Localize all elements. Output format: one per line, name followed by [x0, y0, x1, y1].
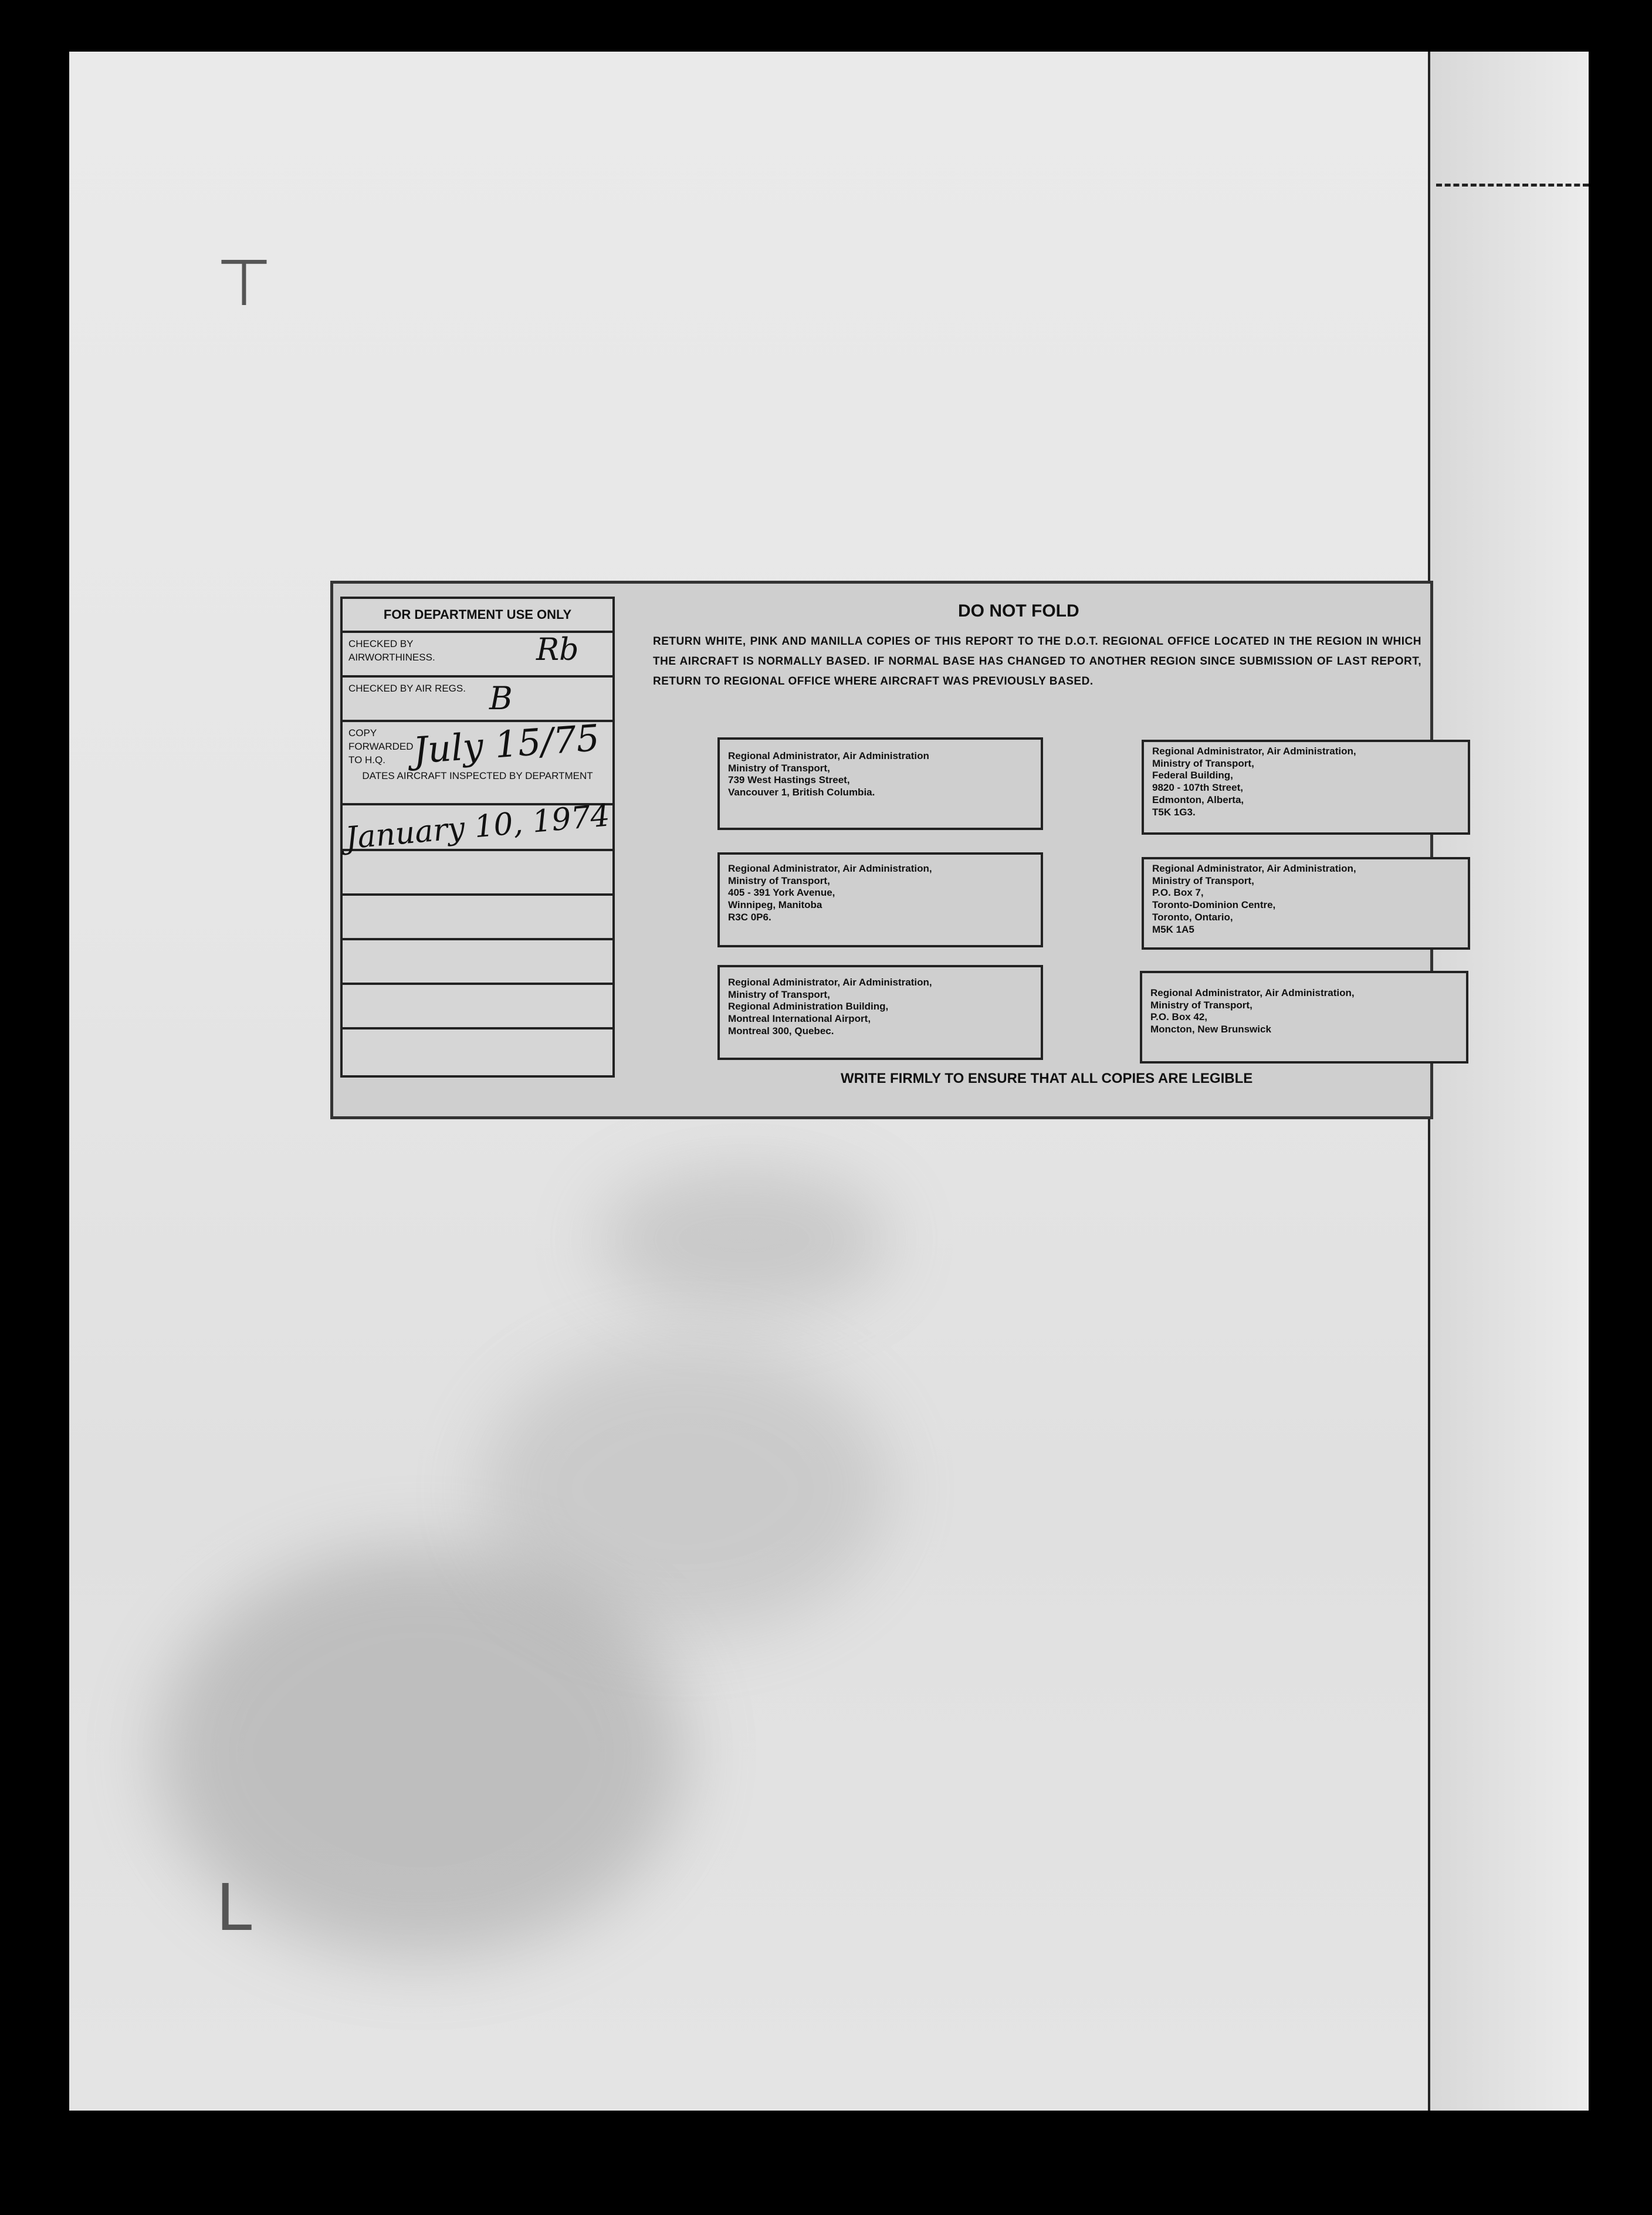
- address-moncton: [1140, 971, 1468, 1064]
- address-montreal: [717, 965, 1043, 1060]
- address-line: 9820 - 107th Street,: [1152, 782, 1243, 794]
- inspection-date-row-2: [343, 851, 612, 896]
- address-line: P.O. Box 7,: [1152, 887, 1204, 899]
- address-line: Montreal 300, Quebec.: [728, 1025, 834, 1037]
- crop-mark-bottom: L: [216, 1870, 252, 1945]
- copy-forwarded-date: July 15/75: [411, 716, 601, 773]
- department-use-box: [340, 597, 615, 1078]
- address-toronto: [1142, 857, 1470, 950]
- address-edmonton: [1142, 740, 1470, 835]
- adjacent-page-strip: [1430, 52, 1589, 2111]
- address-line: Regional Administration Building,: [728, 1001, 889, 1012]
- address-vancouver: [717, 737, 1043, 830]
- department-box-title: FOR DEPARTMENT USE ONLY: [343, 599, 612, 633]
- checked-air-regs-label: CHECKED BY AIR REGS.: [348, 683, 466, 694]
- crop-mark-top: ⊤: [216, 245, 272, 320]
- inspection-date: January 10, 1974: [344, 798, 611, 856]
- inspection-date-row-5: [343, 985, 612, 1029]
- address-line: Ministry of Transport,: [1152, 757, 1254, 769]
- copy-forwarded-label: COPY FORWARDED TO H.Q.: [348, 727, 414, 766]
- address-line: Ministry of Transport,: [728, 875, 830, 886]
- address-line: Moncton, New Brunswick: [1150, 1024, 1271, 1035]
- checked-airworthiness-label: CHECKED BY AIRWORTHINESS.: [348, 638, 435, 663]
- inspection-date-row-3: [343, 896, 612, 940]
- legibility-notice: WRITE FIRMLY TO ENSURE THAT ALL COPIES ARE LEGIBLE: [841, 1071, 1253, 1086]
- address-line: Regional Administrator, Air Administration,: [1152, 863, 1356, 874]
- address-line: Ministry of Transport,: [1150, 999, 1252, 1011]
- address-line: M5K 1A5: [1152, 923, 1194, 935]
- address-line: Winnipeg, Manitoba: [728, 899, 822, 911]
- address-line: R3C 0P6.: [728, 911, 771, 923]
- address-line: Montreal International Airport,: [728, 1013, 871, 1025]
- address-line: Regional Administrator, Air Administration,: [728, 863, 932, 874]
- inspection-date-row-1: [343, 798, 612, 856]
- airworthiness-initials: Rb: [536, 632, 579, 668]
- inspection-date-row-4: [343, 940, 612, 985]
- address-line: T5K 1G3.: [1152, 806, 1196, 818]
- address-line: Regional Administrator, Air Administration,: [1152, 746, 1356, 757]
- do-not-fold-card: [330, 581, 1433, 1119]
- address-line: Regional Administrator, Air Administration,: [1150, 987, 1355, 998]
- address-line: Federal Building,: [1152, 770, 1233, 781]
- address-line: Edmonton, Alberta,: [1152, 794, 1244, 805]
- checked-airworthiness-row: [343, 633, 612, 678]
- return-instructions: RETURN WHITE, PINK AND MANILLA COPIES OF THIS REPORT TO THE D.O.T. REGIONAL OFFICE LOCATED IN THE REGION IN WHICH THE AIRCRAFT IS NORMALLY BASED. IF NORMAL BASE HAS CHANGED TO ANOTHER REGION SINCE SUBMISSION OF LAST REPORT, RETURN TO REGIONAL OFFICE WHERE AIRCRAFT WAS PREVIOUSLY BASED.: [653, 635, 1421, 687]
- address-line: 405 - 391 York Avenue,: [728, 887, 835, 899]
- address-line: Regional Administrator, Air Administration,: [728, 977, 932, 988]
- dates-inspected-label: DATES AIRCRAFT INSPECTED BY DEPARTMENT: [362, 770, 593, 781]
- address-line: 739 West Hastings Street,: [728, 774, 850, 786]
- air-regs-initials: B: [489, 680, 513, 717]
- address-line: Ministry of Transport,: [728, 988, 830, 1000]
- address-line: Ministry of Transport,: [1152, 875, 1254, 886]
- address-line: Vancouver 1, British Columbia.: [728, 787, 875, 798]
- address-line: Toronto-Dominion Centre,: [1152, 899, 1276, 911]
- perforation-line: [1436, 184, 1589, 187]
- address-winnipeg: [717, 852, 1043, 947]
- do-not-fold-heading: DO NOT FOLD: [958, 601, 1079, 621]
- address-line: Regional Administrator, Air Administration: [728, 750, 929, 761]
- address-line: P.O. Box 42,: [1150, 1011, 1208, 1023]
- copy-forwarded-row: [343, 716, 612, 803]
- document-page: [69, 52, 1589, 2111]
- address-line: Ministry of Transport,: [728, 762, 830, 774]
- address-line: Toronto, Ontario,: [1152, 911, 1233, 923]
